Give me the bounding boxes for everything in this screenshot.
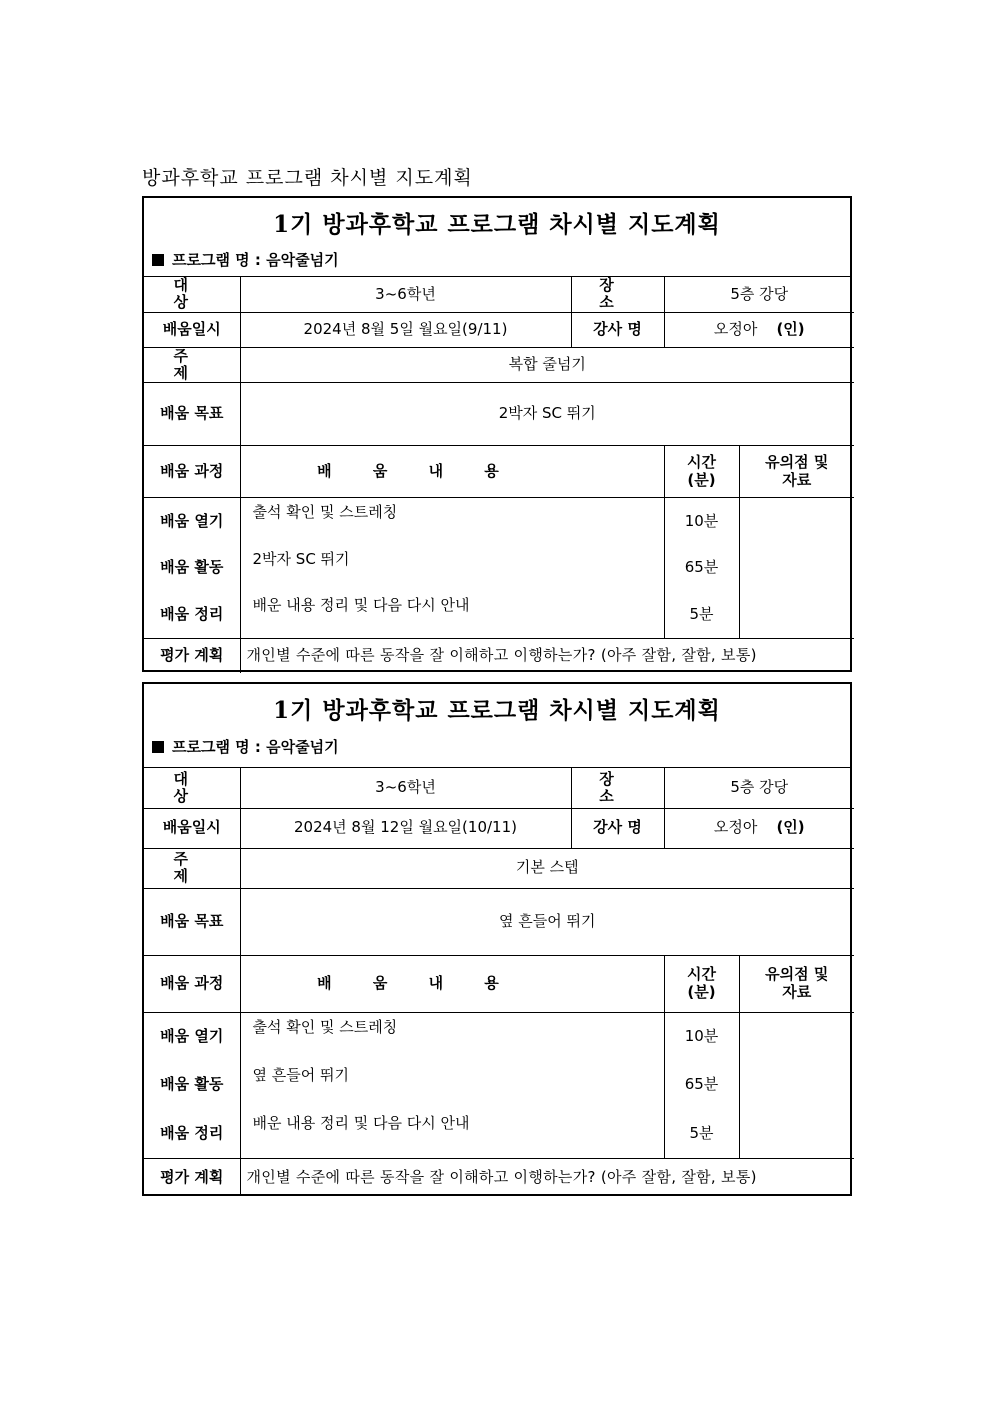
notes-header-line1: 유의점 및 bbox=[765, 453, 829, 472]
step-open-time: 10분 bbox=[684, 511, 719, 530]
seal-mark: (인) bbox=[776, 818, 805, 837]
instructor-label: 강사 명 bbox=[571, 808, 664, 848]
step-labels bbox=[144, 498, 240, 639]
step-activity-time: 65분 bbox=[684, 1075, 719, 1094]
plan-header bbox=[144, 684, 850, 768]
goal-value: 옆 흔들어 뛰기 bbox=[240, 888, 854, 955]
date-value: 2024년 8월 5일 월요일(9/11) bbox=[240, 312, 571, 347]
step-close-time: 5분 bbox=[689, 605, 714, 624]
instructor-name: 오정아 bbox=[713, 818, 758, 837]
process-label: 배움 과정 bbox=[144, 955, 240, 1012]
plan-table bbox=[144, 768, 854, 1196]
step-close-content: 배운 내용 정리 및 다음 다시 안내 bbox=[252, 1114, 470, 1133]
time-header-line2: (분) bbox=[687, 982, 716, 1001]
plan-header bbox=[144, 198, 850, 277]
step-activity-content: 2박자 SC 뛰기 bbox=[252, 549, 350, 568]
step-close-label: 배움 정리 bbox=[160, 1123, 224, 1142]
program-name-text: 프로그램 명 : 음악줄넘기 bbox=[172, 251, 339, 269]
date-label: 배움일시 bbox=[144, 808, 240, 848]
notes-header bbox=[739, 955, 854, 1012]
process-label: 배움 과정 bbox=[144, 446, 240, 498]
step-open-label: 배움 열기 bbox=[160, 511, 224, 530]
goal-value: 2박자 SC 뛰기 bbox=[240, 383, 854, 446]
evaluation-value: 개인별 수준에 따른 동작을 잘 이해하고 이행하는가? (아주 잘함, 잘함, 보통) bbox=[240, 1158, 854, 1196]
target-label: 대 상 bbox=[144, 768, 240, 808]
step-contents bbox=[240, 498, 664, 639]
lesson-plan-1 bbox=[142, 196, 852, 672]
place-value: 5층 강당 bbox=[664, 277, 854, 312]
step-open-content: 출석 확인 및 스트레칭 bbox=[252, 1017, 398, 1036]
place-label: 장 소 bbox=[571, 768, 664, 808]
place-value: 5층 강당 bbox=[664, 768, 854, 808]
step-open-content: 출석 확인 및 스트레칭 bbox=[252, 503, 398, 521]
topic-label: 주 제 bbox=[144, 848, 240, 888]
goal-label: 배움 목표 bbox=[144, 383, 240, 446]
program-name-text: 프로그램 명 : 음악줄넘기 bbox=[172, 738, 339, 756]
plan-title: 1기 방과후학교 프로그램 차시별 지도계획 bbox=[273, 697, 721, 724]
notes-header-line1: 유의점 및 bbox=[765, 965, 829, 984]
target-value: 3~6학년 bbox=[240, 277, 571, 312]
plan-title: 1기 방과후학교 프로그램 차시별 지도계획 bbox=[273, 211, 721, 238]
instructor-value bbox=[664, 808, 854, 848]
plan-table bbox=[144, 277, 854, 673]
topic-value: 기본 스텝 bbox=[240, 848, 854, 888]
notes-header-line2: 자료 bbox=[782, 470, 812, 489]
evaluation-value: 개인별 수준에 따른 동작을 잘 이해하고 이행하는가? (아주 잘함, 잘함, 보통) bbox=[240, 639, 854, 673]
square-bullet-icon bbox=[152, 741, 164, 753]
instructor-label: 강사 명 bbox=[571, 312, 664, 347]
date-value: 2024년 8월 12일 월요일(10/11) bbox=[240, 808, 571, 848]
date-label: 배움일시 bbox=[144, 312, 240, 347]
step-times bbox=[664, 498, 739, 639]
evaluation-label: 평가 계획 bbox=[144, 1158, 240, 1196]
time-header bbox=[664, 446, 739, 498]
instructor-name: 오정아 bbox=[713, 319, 758, 338]
notes-cell bbox=[739, 498, 854, 639]
step-close-label: 배움 정리 bbox=[160, 605, 224, 624]
step-activity-label: 배움 활동 bbox=[160, 558, 224, 577]
target-label: 대 상 bbox=[144, 277, 240, 312]
time-header-line1: 시간 bbox=[687, 965, 716, 984]
time-header-line2: (분) bbox=[687, 470, 716, 489]
instructor-value bbox=[664, 312, 854, 347]
topic-label: 주 제 bbox=[144, 347, 240, 383]
step-close-content: 배운 내용 정리 및 다음 다시 안내 bbox=[252, 596, 470, 615]
step-contents bbox=[240, 1012, 664, 1158]
content-header: 배 움 내 용 bbox=[240, 955, 664, 1012]
step-activity-time: 65분 bbox=[684, 558, 719, 577]
place-label: 장 소 bbox=[571, 277, 664, 312]
program-name bbox=[144, 736, 850, 757]
program-name bbox=[144, 249, 850, 270]
time-header-line1: 시간 bbox=[687, 453, 716, 472]
goal-label: 배움 목표 bbox=[144, 888, 240, 955]
page-heading: 방과후학교 프로그램 차시별 지도계획 bbox=[142, 167, 473, 189]
step-open-time: 10분 bbox=[684, 1027, 719, 1046]
step-labels bbox=[144, 1012, 240, 1158]
topic-value: 복합 줄넘기 bbox=[240, 347, 854, 383]
step-activity-content: 옆 흔들어 뛰기 bbox=[252, 1065, 349, 1084]
step-close-time: 5분 bbox=[689, 1123, 714, 1142]
evaluation-label: 평가 계획 bbox=[144, 639, 240, 673]
target-value: 3~6학년 bbox=[240, 768, 571, 808]
content-header: 배 움 내 용 bbox=[240, 446, 664, 498]
step-open-label: 배움 열기 bbox=[160, 1027, 224, 1046]
notes-header-line2: 자료 bbox=[782, 982, 812, 1001]
square-bullet-icon bbox=[152, 254, 164, 266]
notes-cell bbox=[739, 1012, 854, 1158]
seal-mark: (인) bbox=[776, 319, 805, 338]
lesson-plan-2 bbox=[142, 682, 852, 1196]
step-activity-label: 배움 활동 bbox=[160, 1075, 224, 1094]
time-header bbox=[664, 955, 739, 1012]
step-times bbox=[664, 1012, 739, 1158]
notes-header bbox=[739, 446, 854, 498]
